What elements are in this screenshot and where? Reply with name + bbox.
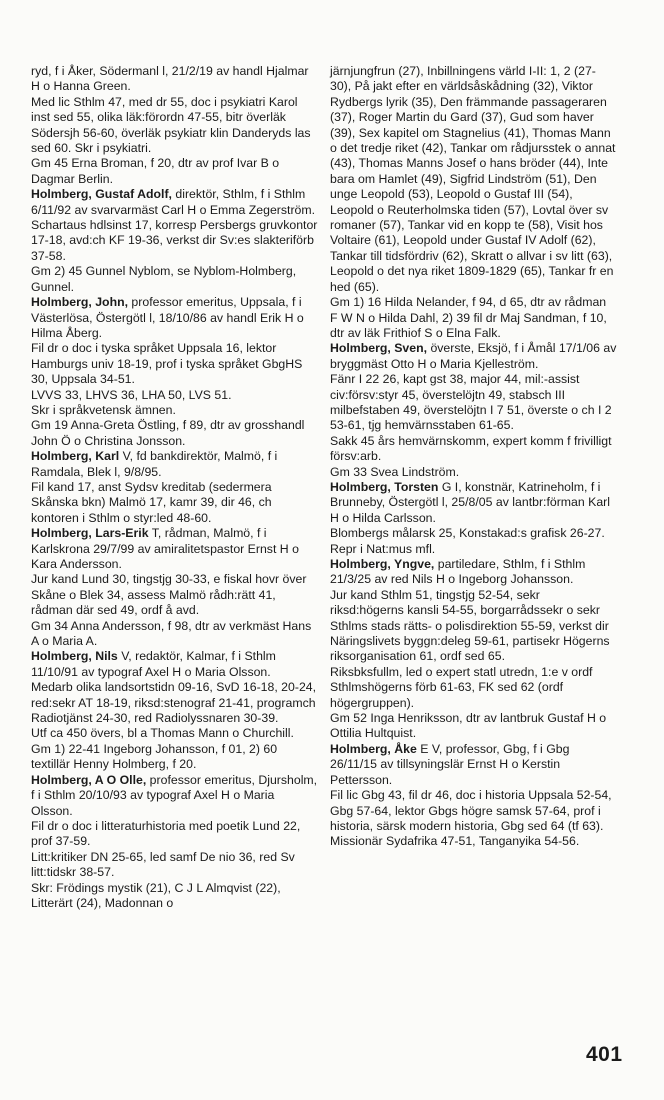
entry-text: Skr: Frödings mystik (21), C J L Almqvist (22), Litterärt (24), Madonnan o	[31, 880, 281, 910]
entry-text: Fil dr o doc i tyska språket Uppsala 16, lektor Hamburgs univ 18-19, prof i tyska språket GbgHS 30, Uppsala 34-51.	[31, 341, 303, 387]
entry-paragraph	[330, 834, 617, 849]
entry-paragraph	[31, 742, 318, 773]
biography-entry	[31, 773, 318, 819]
entry-paragraph	[31, 572, 318, 618]
entry-text: LVVS 33, LHVS 36, LHA 50, LVS 51.	[31, 387, 232, 402]
entry-name: Holmberg, Torsten	[330, 479, 439, 494]
biography-entry	[330, 480, 617, 526]
entry-text: direktör, Sthlm, f i Sthlm 6/11/92 av svarvarmäst Carl H o Emma Zegerström.	[31, 187, 316, 217]
entry-text: Fänr I 22 26, kapt gst 38, major 44, mil:-assist civ:försv:styr 45, överstelöjtn 49, stabsch III milbefstaben 49, överstelöjtn I 7 51, överste o ch I 2 53-61, tjg hemvärnsstaben 61-65.	[330, 372, 612, 433]
biography-entry	[31, 187, 318, 218]
entry-text: G I, konstnär, Katrineholm, f i Brunneby, Östergötl l, 25/8/05 av lantbr:förman Karl H o Hilda Carlsson.	[330, 479, 611, 525]
entry-text: järnjungfrun (27), Inbillningens värld I-II: 1, 2 (27-30), På jakt efter en världsåskådning (32), Viktor Rydbergs lyrik (35), Den främmande passageraren (37), Roger Martin du Gard (37), Gud som haver (39), Sex kapitel om Stagnelius (41), Thomas Mann o det tredje riket (42), Tankar om rådjursstek o annat (43), Thomas Manns Josef o hans bröder (44), Inte bara om Hamlet (49), Sigfrid Lindström (51), Den unge Leopold (53), Leopold o Gustaf III (54), Leopold o Reuterholmska tiden (57), Lovtal över sv romaner (57), Tankar vid en kopp te (58), Visit hos Voltaire (61), Leopold under Gustaf IV Adolf (62), Tankar till tidsfördriv (62), Skratt o allvar i sv litt (63), Leopold o det nya riket 1809-1829 (65), Tankar fr en hed (65).	[330, 64, 616, 294]
entry-text: Fil lic Gbg 43, fil dr 46, doc i historia Uppsala 52-54, Gbg 57-64, lektor Gbgs högre samsk 57-64, prof i historia, särsk modern historia, Gbg sed 64 (tf 63).	[330, 788, 612, 833]
entry-text: överste, Eksjö, f i Åmål 17/1/06 av bryggmäst Otto H o Maria Kjelleström.	[330, 341, 617, 371]
entry-text: Missionär Sydafrika 47-51, Tanganyika 54-56.	[330, 834, 580, 849]
biography-entry	[31, 295, 318, 341]
entry-paragraph	[31, 388, 318, 403]
entry-text: Litt:kritiker DN 25-65, led samf De nio 36, red Sv litt:tidskr 38-57.	[31, 849, 295, 880]
entry-name: Holmberg, Yngve,	[330, 557, 435, 571]
entry-paragraph	[31, 850, 318, 881]
biography-entry	[330, 341, 617, 372]
entry-text: Med lic Sthlm 47, med dr 55, doc i psykiatri Karol inst sed 55, olika läk:förordn 47-55, bitr överläk Södersjh 56-60, överläk psykiatr klin Danderyds las sed 60. Skr i psykiatri.	[31, 94, 311, 156]
entry-paragraph	[330, 526, 617, 541]
entry-paragraph	[31, 619, 318, 650]
entry-paragraph	[330, 665, 617, 711]
entry-paragraph	[31, 680, 318, 726]
entry-text: Schartaus hdlsinst 17, korresp Persbergs gruvkontor 17-18, avd:ch KF 19-36, verkst dir Sv:es slakteriförb 37-58.	[31, 218, 318, 263]
entry-text: Gm 1) 22-41 Ingeborg Johansson, f 01, 2) 60 textillär Henny Holmberg, f 20.	[31, 741, 278, 772]
entry-text: ryd, f i Åker, Södermanl l, 21/2/19 av handl Hjalmar H o Hanna Green.	[31, 64, 309, 94]
entry-text: Gm 52 Inga Henriksson, dtr av lantbruk Gustaf H o Ottilia Hultquist.	[330, 711, 607, 741]
entry-name: Holmberg, Åke	[330, 741, 417, 756]
entry-paragraph	[330, 711, 617, 742]
entry-text: Blombergs målarsk 25, Konstakad:s grafisk 26-27.	[330, 526, 605, 541]
entry-name: Holmberg, John,	[31, 295, 129, 310]
entry-text: Repr i Nat:mus mfl.	[330, 541, 436, 556]
entry-text: Jur kand Lund 30, tingstjg 30-33, e fiskal hovr över Skåne o Blek 34, assess Malmö rådh:rätt 41, rådman där sed 49, ordf å avd.	[31, 572, 307, 618]
biography-entry	[330, 742, 617, 788]
entry-text: T, rådman, Malmö, f i Karlskrona 29/7/99 av amiralitetspastor Ernst H o Kara Andersson.	[31, 526, 299, 571]
entry-paragraph	[330, 434, 617, 465]
entry-paragraph	[31, 64, 318, 95]
entry-paragraph	[330, 788, 617, 834]
entry-paragraph	[330, 465, 617, 480]
entry-paragraph	[330, 588, 617, 665]
entry-text: professor emeritus, Uppsala, f i Västerlösa, Östergötl l, 18/10/86 av handl Erik H o Hilma Åberg.	[31, 295, 304, 340]
entry-text: V, redaktör, Kalmar, f i Sthlm 11/10/91 av typograf Axel H o Maria Olsson.	[31, 649, 276, 679]
entry-text: Sakk 45 års hemvärnskomm, expert komm f frivilligt försv:arb.	[330, 433, 612, 464]
entry-text: Gm 45 Erna Broman, f 20, dtr av prof Ivar B o Dagmar Berlin.	[31, 156, 280, 186]
entry-paragraph	[31, 403, 318, 418]
entry-text: Fil kand 17, anst Sydsv kreditab (sedermera Skånska bkn) Malmö 17, kamr 39, dir 46, ch kontoren i Sthlm o styr:led 48-60.	[31, 479, 272, 525]
left-column	[31, 64, 318, 911]
entry-text: Riksbksfullm, led o expert statl utredn, 1:e v ordf Sthlmshögerns förb 61-63, FK sed 62 (ordf högergruppen).	[330, 664, 593, 710]
entry-paragraph	[31, 95, 318, 157]
entry-paragraph	[31, 341, 318, 387]
entry-text: partiledare, Sthlm, f i Sthlm 21/3/25 av red Nils H o Ingeborg Johansson.	[330, 557, 586, 587]
entry-paragraph	[31, 819, 318, 850]
biography-entry	[31, 526, 318, 572]
page-number: 401	[586, 1043, 623, 1066]
entry-paragraph	[330, 542, 617, 557]
entry-paragraph	[330, 372, 617, 434]
entry-text: Gm 2) 45 Gunnel Nyblom, se Nyblom-Holmberg, Gunnel.	[31, 264, 297, 294]
entry-name: Holmberg, Sven,	[330, 341, 428, 356]
entry-name: Holmberg, A O Olle,	[31, 772, 147, 787]
entry-text: Skr i språkvetensk ämnen.	[31, 402, 176, 417]
entry-text: Jur kand Sthlm 51, tingstjg 52-54, sekr riksd:högerns kansli 54-55, borgarrådssekr o sekr Sthlms stads rätts- o polisdirektion 55-59, verkst dir Näringslivets byggn:deleg 59-61, partisekr Högerns riksorganisation 61, ordf sed 65.	[330, 587, 610, 664]
entry-text: professor emeritus, Djursholm, f i Sthlm 20/10/93 av typograf Axel H o Maria Olsson.	[31, 772, 318, 818]
entry-text: Utf ca 450 övers, bl a Thomas Mann o Churchill.	[31, 726, 294, 741]
entry-text: Gm 33 Svea Lindström.	[330, 464, 460, 479]
entry-paragraph	[31, 881, 318, 912]
entry-paragraph	[330, 295, 617, 341]
entry-name: Holmberg, Lars-Erik	[31, 526, 149, 541]
entry-name: Holmberg, Karl	[31, 449, 120, 464]
entry-paragraph	[31, 156, 318, 187]
biography-entry	[31, 649, 318, 680]
entry-paragraph	[330, 64, 617, 295]
entry-text: Gm 34 Anna Andersson, f 98, dtr av verkmäst Hans A o Maria A.	[31, 618, 312, 649]
right-column	[330, 64, 617, 850]
entry-text: Gm 1) 16 Hilda Nelander, f 94, d 65, dtr av rådman F W N o Hilda Dahl, 2) 39 fil dr Maj Sandman, f 10, dtr av läk Frithiof S o Elna Falk.	[330, 295, 607, 340]
entry-name: Holmberg, Gustaf Adolf,	[31, 187, 172, 202]
entry-text: Medarb olika landsortstidn 09-16, SvD 16-18, 20-24, red:sekr AT 18-19, riksd:stenograf 21-41, programch Radiotjänst 24-30, red Radiolyssnaren 30-39.	[31, 680, 317, 726]
entry-text: V, fd bankdirektör, Malmö, f i Ramdala, Blek l, 9/8/95.	[31, 449, 278, 479]
entry-name: Holmberg, Nils	[31, 649, 118, 664]
entry-paragraph	[31, 218, 318, 264]
entry-paragraph	[31, 264, 318, 295]
entry-paragraph	[31, 418, 318, 449]
entry-text: Fil dr o doc i litteraturhistoria med poetik Lund 22, prof 37-59.	[31, 818, 301, 849]
entry-text: Gm 19 Anna-Greta Östling, f 89, dtr av grosshandl John Ö o Christina Jonsson.	[31, 418, 305, 448]
biography-entry	[330, 557, 617, 588]
entry-paragraph	[31, 480, 318, 526]
entry-text: E V, professor, Gbg, f i Gbg 26/11/15 av tillsyningslär Ernst H o Kerstin Pettersson.	[330, 741, 570, 787]
biography-entry	[31, 449, 318, 480]
entry-paragraph	[31, 726, 318, 741]
